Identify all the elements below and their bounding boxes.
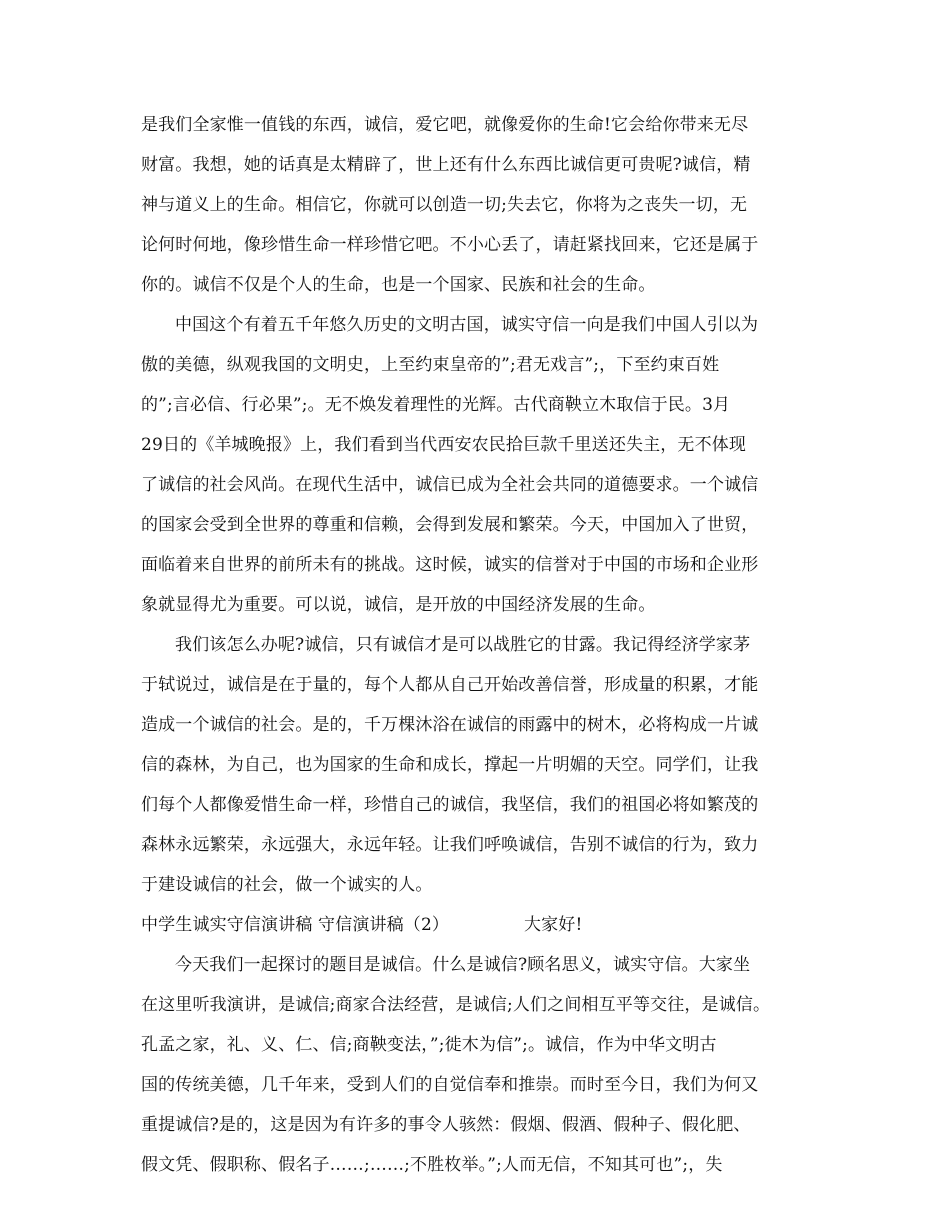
greeting-text: 大家好! xyxy=(524,915,583,935)
text-line: 假文凭、假职称、假名子……;……;不胜枚举。”;人而无信，不知其可也”;，失 xyxy=(141,1155,723,1175)
text-line: 你的。诚信不仅是个人的生命，也是一个国家、民族和社会的生命。 xyxy=(141,275,656,295)
text-line: 们每个人都像爱惜生命一样，珍惜自己的诚信，我坚信，我们的祖国必将如繁茂的 xyxy=(141,795,759,815)
text-line: 是我们全家惟一值钱的东西，诚信，爱它吧，就像爱你的生命!它会给你带来无尽 xyxy=(141,115,749,135)
text-line: 29日的《羊城晚报》上，我们看到当代西安农民拾巨款千里送还失主，无不体现 xyxy=(141,435,747,455)
section-heading: 中学生诚实守信演讲稿 守信演讲稿（2） xyxy=(141,915,450,935)
paragraph-first-line: 中国这个有着五千年悠久历史的文明古国，诚实守信一向是我们中国人引以为 xyxy=(175,315,759,335)
text-line: 孔孟之家，礼、义、仁、信;商鞅变法，”;徙木为信”;。诚信，作为中华文明古 xyxy=(141,1035,717,1055)
text-line: 的国家会受到全世界的尊重和信赖，会得到发展和繁荣。今天，中国加入了世贸， xyxy=(141,515,759,535)
text-line: 财富。我想，她的话真是太精辟了，世上还有什么东西比诚信更可贵呢?诚信，精 xyxy=(141,155,751,175)
text-line: 面临着来自世界的前所未有的挑战。这时候，诚实的信誉对于中国的市场和企业形 xyxy=(141,555,759,575)
text-line: 于轼说过，诚信是在于量的，每个人都从自己开始改善信誉，形成量的积累，才能 xyxy=(141,675,759,695)
text-line: 了诚信的社会风尚。在现代生活中，诚信已成为全社会共同的道德要求。一个诚信 xyxy=(141,475,759,495)
text-line: 论何时何地，像珍惜生命一样珍惜它吧。不小心丢了，请赶紧找回来，它还是属于 xyxy=(141,235,759,255)
paragraph-first-line: 今天我们一起探讨的题目是诚信。什么是诚信?顾名思义，诚实守信。大家坐 xyxy=(175,955,751,975)
text-line: 造成一个诚信的社会。是的，千万棵沐浴在诚信的雨露中的树木，必将构成一片诚 xyxy=(141,715,759,735)
text-line: 的”;言必信、行必果”;。无不焕发着理性的光辉。古代商鞅立木取信于民。3月 xyxy=(141,395,731,415)
text-line: 森林永远繁荣，永远强大，永远年轻。让我们呼唤诚信，告别不诚信的行为，致力 xyxy=(141,835,759,855)
text-line: 国的传统美德，几千年来，受到人们的自觉信奉和推崇。而时至今日，我们为何又 xyxy=(141,1075,759,1095)
paragraph-first-line: 我们该怎么办呢?诚信，只有诚信才是可以战胜它的甘露。我记得经济学家茅 xyxy=(175,635,751,655)
text-line: 于建设诚信的社会，做一个诚实的人。 xyxy=(141,875,433,895)
text-line: 象就显得尤为重要。可以说，诚信，是开放的中国经济发展的生命。 xyxy=(141,595,656,615)
text-line: 傲的美德，纵观我国的文明史，上至约束皇帝的”;君无戏言”;，下至约束百姓 xyxy=(141,355,720,375)
text-line: 重提诚信?是的，这是因为有许多的事令人骇然：假烟、假酒、假种子、假化肥、 xyxy=(141,1115,751,1135)
text-line: 在这里听我演讲，是诚信;商家合法经营，是诚信;人们之间相互平等交往，是诚信。 xyxy=(141,995,771,1015)
text-line: 神与道义上的生命。相信它，你就可以创造一切;失去它，你将为之丧失一切，无 xyxy=(141,195,748,215)
text-line: 信的森林，为自己，也为国家的生命和成长，撑起一片明媚的天空。同学们，让我 xyxy=(141,755,759,775)
